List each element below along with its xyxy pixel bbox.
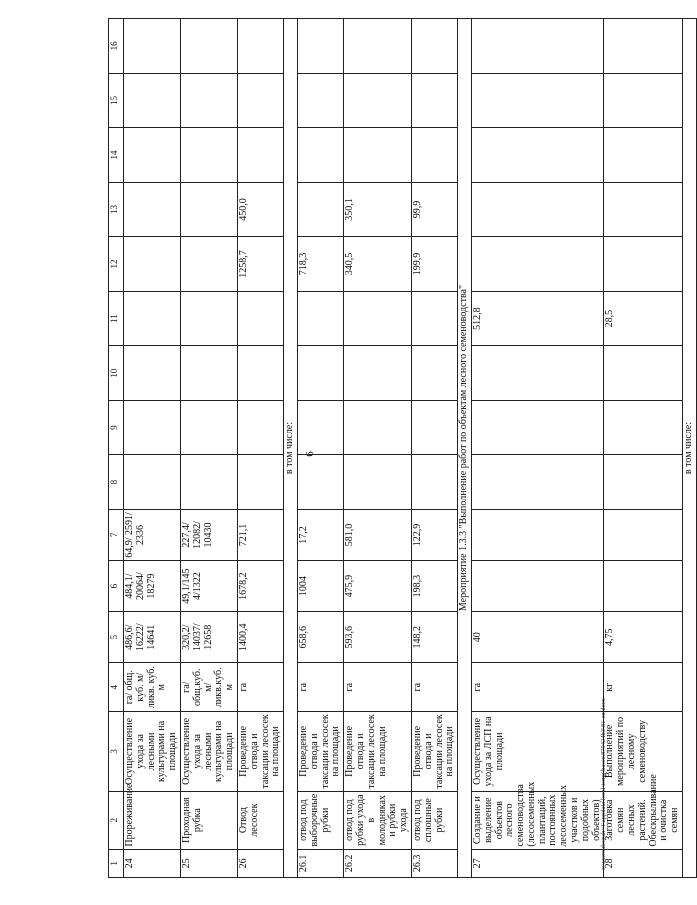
section-label: в том числе: xyxy=(683,19,697,878)
table-row xyxy=(124,19,181,878)
row-number: 25 xyxy=(180,849,237,877)
cell-value: 198,3 xyxy=(411,561,457,612)
row-work: Проведение отвода и таксации лесосек на площади xyxy=(297,712,343,792)
cell-value: 658,6 xyxy=(297,612,343,663)
row-unit: га/ общ. куб. м/ ликв. куб. м xyxy=(124,663,181,712)
forestry-works-table xyxy=(108,18,697,878)
rotated-table-area xyxy=(108,18,695,878)
row-number: 27 xyxy=(471,849,604,877)
table-row xyxy=(604,19,683,878)
col-header: 2 xyxy=(109,791,124,849)
table-row xyxy=(237,19,283,878)
cell-value: 350,1 xyxy=(344,182,412,237)
col-header: 11 xyxy=(109,291,124,346)
cell-value: 486,6/ 16222/ 14641 xyxy=(124,612,181,663)
col-header: 9 xyxy=(109,400,124,455)
col-header: 10 xyxy=(109,346,124,401)
row-unit: га xyxy=(471,663,604,712)
col-header: 1 xyxy=(109,849,124,877)
cell-value: 450,0 xyxy=(237,182,283,237)
row-number: 26 xyxy=(237,849,283,877)
col-header: 15 xyxy=(109,73,124,128)
row-work: Осуществление ухода за лесными культурами на площади xyxy=(180,712,237,792)
cell-value: 1678,2 xyxy=(237,561,283,612)
cell-value: 122,9 xyxy=(411,509,457,560)
row-name: Прореживание xyxy=(124,791,181,849)
table-row xyxy=(471,19,604,878)
col-header: 8 xyxy=(109,455,124,510)
table-row xyxy=(180,19,237,878)
cell-value: 593,6 xyxy=(344,612,412,663)
row-name: Создание и выделение объектов лесного семеноводства (лесосеменных плантаций, постоянных лесосеменных участков и подобных объектов) xyxy=(471,791,604,849)
col-header: 3 xyxy=(109,712,124,792)
row-work: Проведение отвода и таксации лесосек на площади xyxy=(344,712,412,792)
measure-title: Мероприятие 1.3.3 "Выполнение работ по объектам лесного семеноводства" xyxy=(458,19,472,878)
row-number: 26.3 xyxy=(411,849,457,877)
row-name: отвод под сплошные рубки xyxy=(411,791,457,849)
section-row xyxy=(683,19,697,878)
cell-value: 49,1/145 4/1322 xyxy=(180,561,237,612)
row-unit: кг xyxy=(604,663,683,712)
col-header: 4 xyxy=(109,663,124,712)
row-name: отвод под рубки ухода в молодняках и рубки ухода xyxy=(344,791,412,849)
page-number: 6 xyxy=(303,451,316,457)
header-row xyxy=(109,19,124,878)
cell-value: 340,5 xyxy=(344,237,412,292)
row-work: Осуществление ухода за ЛСП на площади xyxy=(471,712,604,792)
cell-value: 40 xyxy=(471,612,604,663)
cell-value: 227,4/ 12082/ 10430 xyxy=(180,509,237,560)
row-unit: га xyxy=(237,663,283,712)
row-name: Отвод лесосек xyxy=(237,791,283,849)
cell-value: 581,0 xyxy=(344,509,412,560)
cell-value: 199,9 xyxy=(411,237,457,292)
col-header: 14 xyxy=(109,128,124,183)
row-number: 28 xyxy=(604,849,683,877)
row-unit: га/ общ.куб. м/ ликв.куб. м xyxy=(180,663,237,712)
table-row xyxy=(411,19,457,878)
cell-value: 718,3 xyxy=(297,237,343,292)
row-name: Заготовка семян лесных растений. Обескрыливание и очистка семян xyxy=(604,791,683,849)
cell-value: 1004 xyxy=(297,561,343,612)
row-unit: га xyxy=(297,663,343,712)
cell-value: 475,9 xyxy=(344,561,412,612)
row-unit: га xyxy=(411,663,457,712)
row-number: 26.1 xyxy=(297,849,343,877)
row-number: 26.2 xyxy=(344,849,412,877)
col-header: 12 xyxy=(109,237,124,292)
cell-value: 484,1/ 20064/ 18279 xyxy=(124,561,181,612)
cell-value: 721,1 xyxy=(237,509,283,560)
cell-value: 99,9 xyxy=(411,182,457,237)
cell-value: 17,2 xyxy=(297,509,343,560)
cell-value: 64,9/ 2591/ 2336 xyxy=(124,509,181,560)
col-header: 6 xyxy=(109,561,124,612)
section-label: в том числе: xyxy=(284,19,298,878)
row-name: отвод под выборочные рубки xyxy=(297,791,343,849)
cell-value: 512,8 xyxy=(471,291,604,346)
row-work: Выполнение мероприятий по лесному семеноводству xyxy=(604,712,683,792)
cell-value: 1258,7 xyxy=(237,237,283,292)
cell-value: 4,75 xyxy=(604,612,683,663)
table-row xyxy=(344,19,412,878)
table-row xyxy=(297,19,343,878)
cell-value: 28,5 xyxy=(604,291,683,346)
row-number: 24 xyxy=(124,849,181,877)
row-name: Проходная рубка xyxy=(180,791,237,849)
cell-value: 1400,4 xyxy=(237,612,283,663)
col-header: 7 xyxy=(109,509,124,560)
row-work: Осуществление ухода за лесными культурами на площади xyxy=(124,712,181,792)
row-work: Проведение отвода и таксации лесосек на площади xyxy=(411,712,457,792)
section-row xyxy=(284,19,298,878)
col-header: 13 xyxy=(109,182,124,237)
cell-value: 320,2/ 14037/ 12658 xyxy=(180,612,237,663)
row-work: Проведение отвода и таксации лесосек на площади xyxy=(237,712,283,792)
col-header: 16 xyxy=(109,19,124,74)
measure-row xyxy=(458,19,472,878)
row-unit: га xyxy=(344,663,412,712)
col-header: 5 xyxy=(109,612,124,663)
cell-value: 148,2 xyxy=(411,612,457,663)
footer-file-path: c:\users\deorah~1\appdata\local\temp\bases\879424b3\81-en.docx xyxy=(600,698,607,870)
